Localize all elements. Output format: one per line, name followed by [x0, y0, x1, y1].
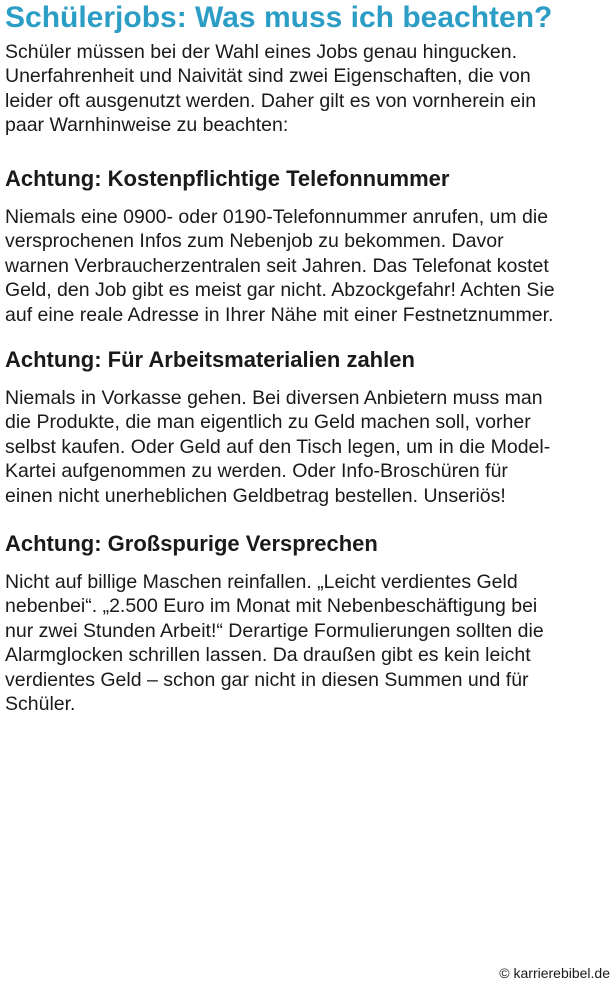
paragraph-line: Schüler. [5, 693, 76, 716]
intro-line: leider oft ausgenutzt werden. Daher gilt es von vornherein ein [5, 89, 537, 112]
intro-line: Schüler müssen bei der Wahl eines Jobs genau hingucken. [5, 41, 517, 63]
paragraph-line: Geld, den Job gibt es meist gar nicht. Abzockgefahr! Achten Sie [5, 279, 555, 302]
paragraph-line: Niemals eine 0900- oder 0190-Telefonnummer anrufen, um die [5, 206, 549, 228]
copyright-notice: © karrierebibel.de [499, 965, 610, 981]
section-paragraph-versprechen [5, 570, 544, 716]
paragraph-line: die Produkte, die man eigentlich zu Geld machen soll, vorher [5, 411, 531, 434]
section-paragraph-arbeitsmaterialien [5, 386, 550, 508]
section-heading-versprechen: Achtung: Großspurige Versprechen [5, 531, 378, 556]
section-paragraph-telefonnummer [5, 205, 555, 327]
paragraph-line: versprochenen Infos zum Nebenjob zu bekommen. Davor [5, 230, 504, 253]
intro-paragraph [5, 40, 536, 138]
paragraph-line: Kartei aufgenommen zu werden. Oder Info-Broschüren für [5, 460, 508, 483]
intro-line: paar Warnhinweise zu beachten: [5, 114, 289, 137]
paragraph-line: Alarmglocken schrillen lassen. Da draußen gibt es kein leicht [5, 644, 531, 667]
paragraph-line: einen nicht unerheblichen Geldbetrag bestellen. Unseriös! [5, 484, 506, 507]
intro-line: Unerfahrenheit und Naivität sind zwei Eigenschaften, die von [5, 65, 531, 88]
paragraph-line: Niemals in Vorkasse gehen. Bei diversen Anbietern muss man [5, 387, 543, 409]
paragraph-line: verdientes Geld – schon gar nicht in diesen Summen und für [5, 668, 529, 691]
paragraph-line: auf eine reale Adresse in Ihrer Nähe mit einer Festnetznummer. [5, 303, 554, 326]
section-heading-telefonnummer: Achtung: Kostenpflichtige Telefonnummer [5, 166, 450, 191]
page-title: Schülerjobs: Was muss ich beachten? [5, 1, 553, 34]
paragraph-line: nur zwei Stunden Arbeit!“ Derartige Formulierungen sollten die [5, 619, 544, 642]
paragraph-line: Nicht auf billige Maschen reinfallen. „Leicht verdientes Geld [5, 571, 518, 593]
paragraph-line: selbst kaufen. Oder Geld auf den Tisch legen, um in die Model- [5, 435, 551, 458]
section-heading-arbeitsmaterialien: Achtung: Für Arbeitsmaterialien zahlen [5, 347, 415, 372]
paragraph-line: nebenbei“. „2.500 Euro im Monat mit Nebenbeschäftigung bei [5, 595, 538, 618]
paragraph-line: warnen Verbraucherzentralen seit Jahren. Das Telefonat kostet [5, 254, 549, 277]
